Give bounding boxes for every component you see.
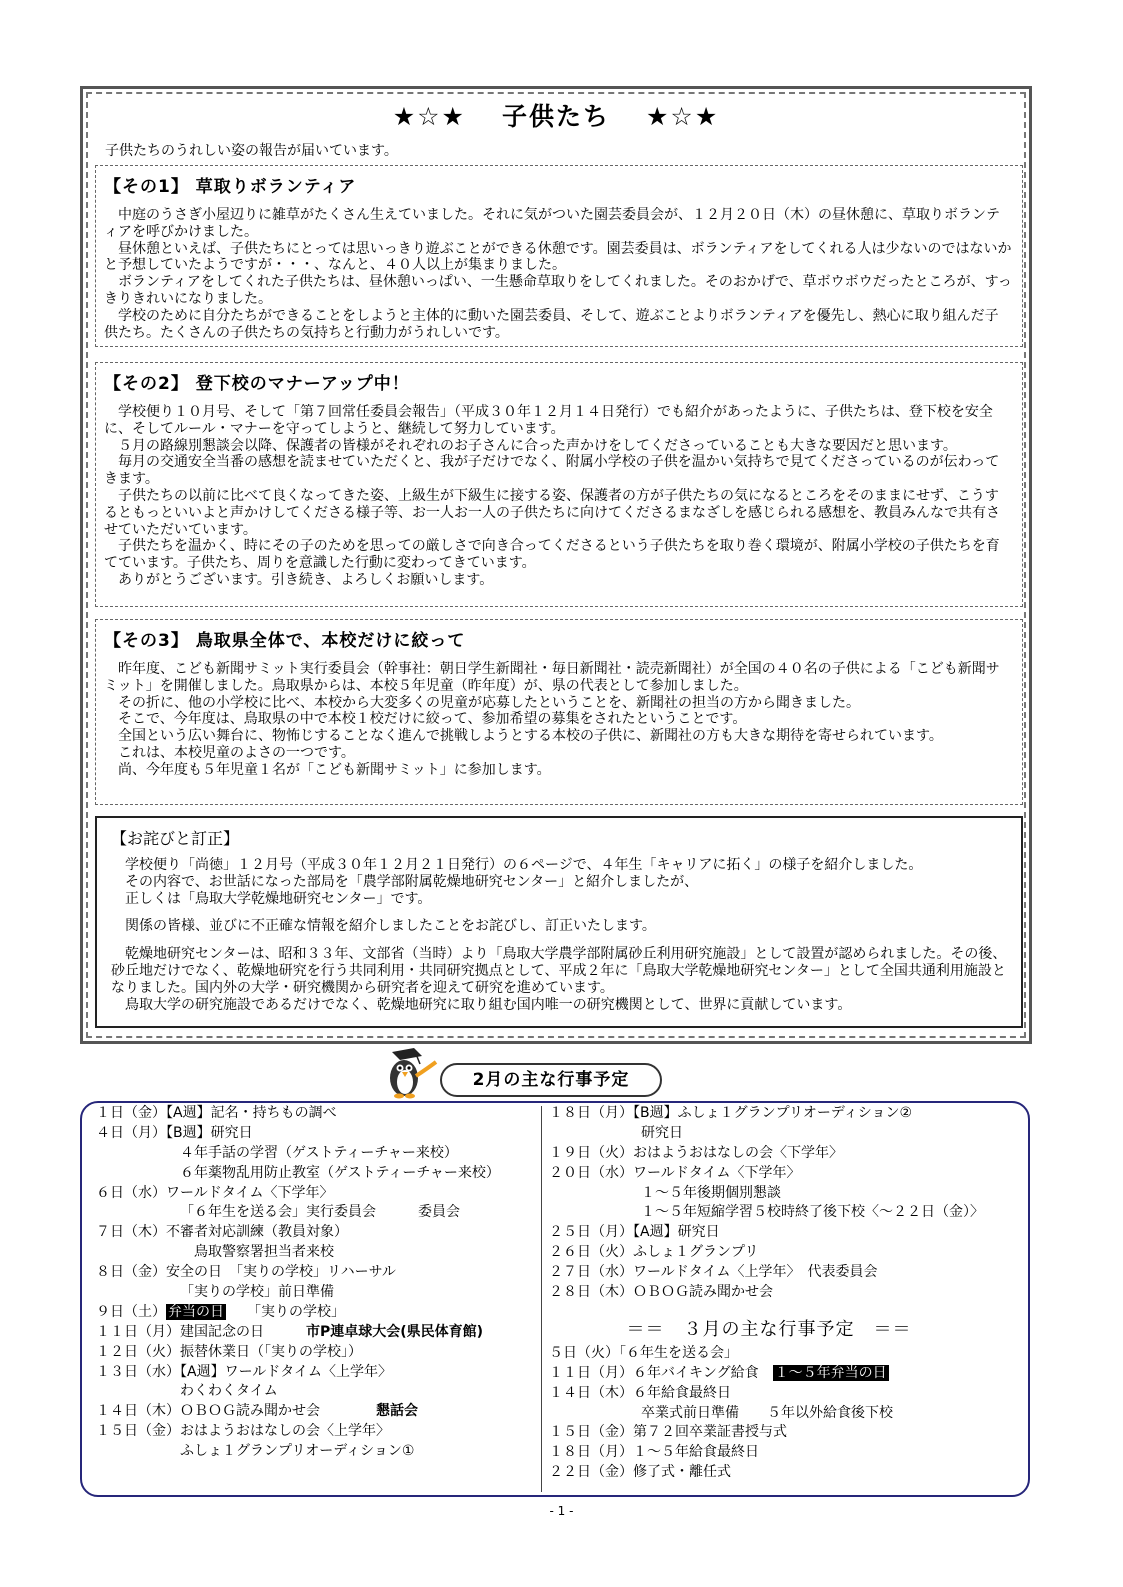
section-3-paragraph: 昨年度、こども新聞サミット実行委員会（幹事社：朝日学生新聞社・毎日新聞社・読売新聞社）が全国の４０名の子供による「こども新聞サミット」を開催しました。鳥取県からは、本校５年児童（昨年度）が、県の代表として参加しました。 (104, 661, 1000, 694)
page-title (83, 97, 1029, 133)
schedule-row: １９日（火）おはようおはなしの会〈下学年〉 (549, 1144, 843, 1161)
schedule-row: １５日（金）第７２回卒業証書授与式 (549, 1424, 787, 1441)
schedule-row: １～５年短縮学習５校時終了後下校〈～２２日（金）〉 (641, 1204, 984, 1221)
march-events-title: ＝＝ ３月の主な行事予定 ＝＝ (626, 1318, 912, 1340)
apology-paragraph: その内容で、お世話になった部局を「農学部附属乾燥地研究センター」と紹介しましたが、 (125, 873, 699, 890)
section-3-paragraph: 尚、今年度も５年児童１名が「こども新聞サミット」に参加します。 (118, 761, 551, 778)
schedule-row: ２８日（木）ＯＢＯＧ読み聞かせ会 (549, 1284, 773, 1301)
apology-paragraph: 乾燥地研究センターは、昭和３３年、文部省（当時）より「鳥取大学農学部附属砂丘利用研究施設」として設置が認められました。その後、砂丘地だけでなく、乾燥地研究を行う共同利用・共同研究拠点として、平成２年に「鳥取大学乾燥地研究センター」として全国共通利用施設となりました。国内外の大学・研究機関から研究者を迎えて研究を進めています。 (111, 946, 1007, 996)
section-2-paragraph: 子供たちの以前に比べて良くなってきた姿、上級生が下級生に接する姿、保護者の方が子供たちの気になるところをそのままにせず、こうするともっといいよと声かけしてくださる様子等、お一人お一人の子供たちに向けてくださるまなざしを感じられる感想を、教員みんなで共有させていただいています。 (104, 487, 1000, 538)
section-1-heading: 【その1】 草取りボランティア (104, 177, 357, 197)
schedule-row: ４年手話の学習（ゲストティーチャー来校） (180, 1144, 458, 1161)
section-3-paragraph: 全国という広い舞台に、物怖じすることなく進んで挑戦しようとする本校の子供に、新聞社の方も大きな期待を寄せられています。 (118, 728, 943, 745)
section-3-paragraph: これは、本校児童のよさの一つです。 (118, 744, 355, 761)
section-2-heading: 【その2】 登下校のマナーアップ中！ (104, 374, 410, 394)
apology-paragraph: 関係の皆様、並びに不正確な情報を紹介しましたことをお詫びし、訂正いたします。 (125, 918, 656, 935)
schedule-row: ふしょ１グランプリオーディション① (180, 1443, 415, 1460)
section-3-paragraph: そこで、今年度は、鳥取県の中で本校１校だけに絞って、参加希望の募集をされたということです。 (118, 711, 747, 728)
schedule-row: 鳥取警察署担当者来校 (194, 1244, 334, 1261)
schedule-row: 「６年生を送る会」実行委員会 委員会 (180, 1204, 460, 1221)
schedule-row: １３日（水）【A週】ワールドタイム〈上学年〉 (96, 1363, 393, 1380)
schedule-row: ２２日（金）修了式・離任式 (549, 1464, 731, 1481)
page-number: - 1 - (549, 1504, 574, 1518)
section-2-paragraph: 学校便り１０月号、そして「第７回常任委員会報告」（平成３０年１２月１４日発行）でも紹介があったように、子供たちは、登下校を安全に、そしてルール・マナーを守ってしようと、継続して努力しています。 (104, 404, 993, 437)
feb-schedule-left (96, 1104, 500, 1462)
children-report-box (80, 86, 1032, 1044)
section-2-paragraph: ありがとうございます。引き続き、よろしくお願いします。 (118, 571, 494, 588)
section-3-paragraph: その折に、他の小学校に比べ、本校から大変多くの児童が応募したということを、新聞社の担当の方から聞きました。 (118, 694, 860, 711)
section-1-paragraph: 学校のために自分たちができることをしようと主体的に動いた園芸委員、そして、遊ぶことよりボランティアを優先し、熱心に取り組んだ子供たち。たくさんの子供たちの気持ちと行動力がうれしいです。 (104, 307, 999, 341)
section-3 (95, 619, 1023, 805)
schedule-row: ６日（水）ワールドタイム〈下学年〉 (96, 1184, 334, 1201)
apology-paragraph: 正しくは「鳥取大学乾燥地研究センター」です。 (125, 890, 432, 907)
section-1-paragraph: 中庭のうさぎ小屋辺りに雑草がたくさん生えていました。それに気がついた園芸委員会が、１２月２０日（木）の昼休憩に、草取りボランティアを呼びかけました。 (104, 207, 1000, 240)
bento-day-highlight: 弁当の日 (168, 1303, 224, 1320)
title-stars-left: ★☆★ (392, 102, 466, 131)
schedule-row: ８日（金）安全の日 「実りの学校」リハーサル (96, 1264, 396, 1281)
schedule-row: ２６日（火）ふしょ１グランプリ (549, 1244, 759, 1261)
schedule-row: ２０日（水）ワールドタイム〈下学年〉 (549, 1164, 801, 1181)
section-2 (95, 362, 1023, 607)
schedule-row: わくわくタイム (180, 1383, 278, 1400)
section-2-paragraph: ５月の路線別懇談会以降、保護者の皆様がそれぞれのお子さんに合った声かけをしてくださっていることも大きな要因だと思います。 (118, 437, 957, 454)
schedule-row: 「実りの学校」前日準備 (180, 1284, 334, 1301)
section-1-paragraph: 昼休憩といえば、子供たちにとっては思いっきり遊ぶことができる休憩です。園芸委員は、ボランティアをしてくれる人は少ないのではないかと予想していたようですが・・・、なんと、４０人以上が集まりました。 (104, 240, 1012, 274)
schedule-divider (541, 1106, 542, 1492)
schedule-row: 研究日 (641, 1124, 683, 1141)
apology-heading: 【お詫びと訂正】 (111, 829, 240, 848)
schedule-row: ５日（火）「６年生を送る会」 (549, 1344, 738, 1361)
schedule-row: １５日（金）おはようおはなしの会〈上学年〉 (96, 1423, 390, 1440)
mascot-bird-icon (382, 1044, 438, 1102)
schedule-row: １４日（木）ＯＢＯＧ読み聞かせ会 懇話会 (96, 1403, 418, 1420)
schedule-row: ２７日（水）ワールドタイム〈上学年〉 代表委員会 (549, 1264, 878, 1281)
title-stars-right: ★☆★ (646, 102, 720, 131)
feb-schedule-right (549, 1104, 989, 1483)
schedule-row: ２５日（月）【A週】研究日 (549, 1224, 720, 1241)
schedule-row: ７日（木）不審者対応訓練（教員対象） (96, 1224, 348, 1241)
schedule-row: １８日（月）１～５年給食最終日 (549, 1444, 759, 1461)
schedule-row: 卒業式前日準備 ５年以外給食後下校 (641, 1404, 893, 1421)
schedule-row: １１日（月）建国記念の日 市P連卓球大会(県民体育館) (96, 1323, 484, 1340)
schedule-row: １４日（木）６年給食最終日 (549, 1384, 731, 1401)
section-3-heading: 【その3】 鳥取県全体で、本校だけに絞って (104, 631, 466, 651)
schedule-row: １日（金）【A週】記名・持ちもの調べ (96, 1105, 337, 1121)
intro-text: 子供たちのうれしい姿の報告が届いています。 (105, 143, 398, 159)
schedule-row: １～５年後期個別懇談 (641, 1184, 781, 1201)
apology-box (95, 816, 1023, 1028)
events-title: 2月の主な行事予定 (440, 1063, 662, 1097)
section-1-paragraph: ボランティアをしてくれた子供たちは、昼休憩いっぱい、一生懸命草取りをしてくれました。そのおかげで、草ボウボウだったところが、すっきりきれいになりました。 (104, 274, 1012, 307)
schedule-row: １８日（月）【B週】ふしょ１グランプリオーディション② (549, 1105, 913, 1121)
section-1 (95, 165, 1023, 347)
schedule-row: ９日（土） 弁当の日 「実りの学校」 (96, 1303, 345, 1320)
apology-paragraph: 鳥取大学の研究施設であるだけでなく、乾燥地研究に取り組む国内唯一の研究機関として、世界に貢献しています。 (125, 996, 852, 1013)
section-2-paragraph: 子供たちを温かく、時にその子のためを思っての厳しさで向き合ってくださるという子供たちを取り巻く環境が、附属小学校の子供たちを育てています。子供たち、周りを意識した行動に変わってきています。 (104, 538, 1000, 572)
schedule-row: １２日（火）振替休業日（「実りの学校」） (96, 1343, 362, 1360)
schedule-row: ４日（月）【B週】研究日 (96, 1124, 253, 1141)
schedule-row: １１日（月）６年バイキング給食 １～５年弁当の日 (549, 1364, 887, 1381)
section-2-paragraph: 毎月の交通安全当番の感想を読ませていただくと、我が子だけでなく、附属小学校の子供を温かい気持ちで見てくださっているのが伝わってきます。 (104, 454, 1000, 488)
apology-paragraph: 学校便り「尚徳」１２月号（平成３０年１２月２１日発行）の６ページで、４年生「キャリアに拓く」の様子を紹介しました。 (125, 857, 923, 873)
title-text: 子供たち (501, 102, 610, 131)
schedule-row: ６年薬物乱用防止教室（ゲストティーチャー来校） (180, 1164, 500, 1181)
bento-day-highlight: １～５年弁当の日 (774, 1364, 887, 1381)
